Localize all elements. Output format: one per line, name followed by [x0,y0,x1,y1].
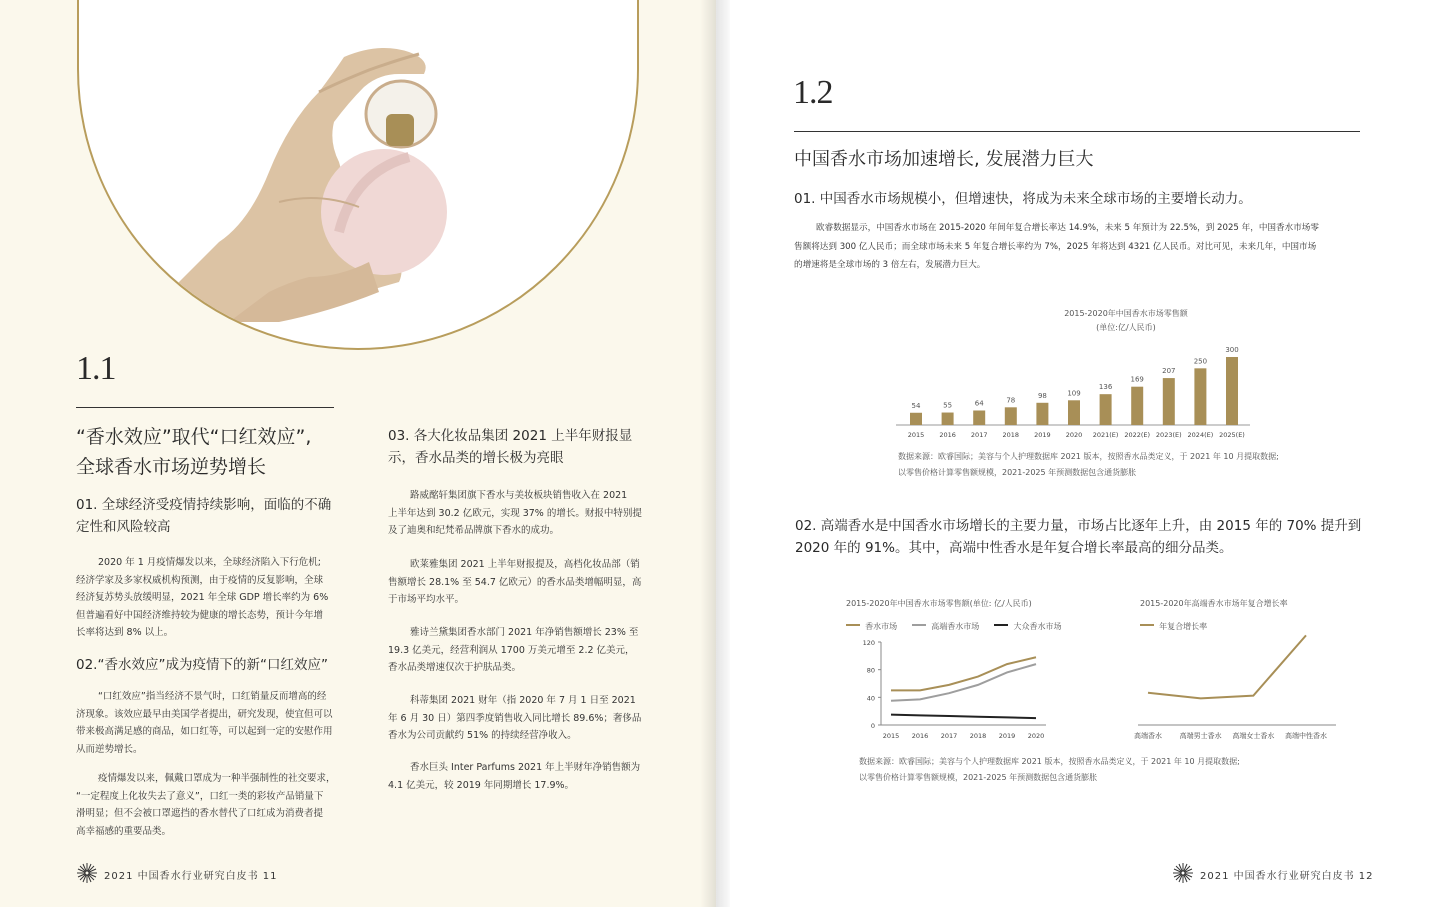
bar-value-label: 169 [1130,375,1144,384]
bar-value-label: 109 [1067,389,1081,398]
section-number: 1.1 [76,350,116,387]
paragraph [388,556,644,609]
note-line: 数据来源：欧睿国际；美容与个人护理数据库 2021 版本，按照香水品类定义，于 2021 年 10 月提取数据; [898,452,1279,461]
text-line: 4.1 亿美元，较 2019 年同期增长 17.9%。 [388,779,575,791]
text-line: 高幸福感的重要品类。 [76,825,172,837]
paragraph [388,487,644,540]
bar-value-label: 64 [974,399,984,408]
text-line: 路威酩轩集团旗下香水与美妆板块销售收入在 2021 [410,490,628,501]
x-tick-label: 2018 [1002,431,1020,439]
x-tick-label: 2017 [940,732,958,740]
paragraph [388,624,644,677]
text-line: 经济学家及多家权威机构预测，由于疫情的反复影响，全球 [76,574,324,586]
text-line: 欧莱雅集团 2021 上半年财报提及，高档化妆品部（销 [410,559,640,570]
subheading-line: 02. 高端香水是中国香水市场增长的主要力量，市场占比逐年上升，由 2015 年的 70% 提升到 [795,518,1362,534]
bar [1036,403,1048,425]
section-number: 1.2 [793,74,833,111]
text-line: “一定程度上化妆失去了意义”，口红一类的彩妆产品销量下 [76,790,324,802]
bar-value-label: 55 [943,401,953,410]
text-line: 从而逆势增长。 [76,743,143,755]
y-tick-label: 120 [862,639,875,647]
paragraph [388,759,644,794]
note-line: 以零售价格计算零售额规模，2021-2025 年预测数据包含通货膨胀 [859,773,1098,782]
paragraph [76,688,336,758]
y-tick-label: 80 [866,666,875,675]
page-footer: 2021 中国香水行业研究白皮书 12 [1200,871,1374,882]
text-line: 滑明显；但不会被口罩遮挡的香水替代了口红成为消费者提 [76,808,324,819]
illustration-arch [77,0,639,350]
x-tick-label: 2019 [998,732,1016,740]
note-line: 数据来源：欧睿国际；美容与个人护理数据库 2021 版本，按照香水品类定义，于 2021 年 10 月提取数据; [859,757,1240,766]
bar [973,410,985,425]
x-tick-label: 2015 [882,732,900,740]
bar [1131,387,1143,425]
legend-swatch [846,624,860,626]
text-line: 年 6 月 30 日）第四季度销售收入同比增长 89.6%；奢侈品 [388,712,642,724]
bar-value-label: 300 [1225,346,1239,354]
page-fold-shadow [700,0,730,907]
bar-chart-subtitle: (单位:亿/人民币) [1096,323,1156,332]
subheading-line: 示，香水品类的增长极为亮眼 [388,450,564,466]
paragraph [76,554,336,642]
bar [1005,407,1017,425]
text-line: 19.3 亿美元，经营利润从 1700 万美元增至 2.2 亿美元， [388,644,635,656]
series-line [1148,635,1306,698]
text-line: 带来极高满足感的商品，如口红等，可以起到一定的安慰作用 [76,726,333,737]
text-line: 科蒂集团 2021 财年（指 2020 年 7 月 1 日至 2021 [410,695,636,706]
legend-swatch [1140,624,1154,626]
section-title [76,422,346,482]
legend-label: 大众香水市场 [1013,622,1062,631]
series-line [891,657,1036,690]
legend-label: 高端香水市场 [931,622,980,631]
data-source-note [859,754,1240,786]
bar [1100,394,1112,425]
bar-chart [896,335,1266,445]
series-line [891,715,1036,718]
bar-value-label: 136 [1098,383,1113,392]
text-line: 疫情爆发以来，佩戴口罩成为一种半强制性的社交要求， [98,773,336,784]
bar-chart-title: 2015-2020年中国香水市场零售额 [1064,309,1188,318]
section-rule [76,407,334,408]
bar-value-label: 78 [1006,396,1016,405]
bar [942,413,954,425]
growth-chart-title: 2015-2020年高端香水市场年复合增长率 [1140,599,1288,608]
x-tick-label: 2020 [1027,732,1045,740]
text-line: 售额增长 28.1% 至 54.7 亿欧元）的香水品类增幅明显，高 [388,576,642,588]
x-tick-label: 2021(E) [1092,431,1119,439]
text-line: 于市场平均水平。 [388,594,465,605]
bar-value-label: 54 [911,401,921,410]
title-line: “香水效应”取代“口红效应”, [76,426,312,448]
text-line: 香水巨头 Inter Parfums 2021 年上半财年净销售额为 [410,762,641,773]
x-tick-label: 高端男士香水 [1179,732,1222,740]
subheading-01: 01. 中国香水市场规模小，但增速快，将成为未来全球市场的主要增长动力。 [794,191,1252,207]
text-line: 2020 年 1 月疫情爆发以来，全球经济陷入下行危机; [98,557,321,568]
data-source-note [898,449,1279,481]
text-line: 及了迪奥和纪梵希品牌旗下香水的成功。 [388,525,560,536]
bar-value-label: 98 [1037,391,1047,400]
x-tick-label: 2020 [1065,431,1083,439]
bar-value-label: 250 [1193,357,1208,366]
line-chart-growth [1116,628,1341,744]
bar [1194,368,1206,425]
legend-label: 香水市场 [865,622,898,631]
text-line: 欧睿数据显示，中国香水市场在 2015-2020 年间年复合增长率达 14.9%，未来 5 年预计为 22.5%，到 2025 年，中国香水市场零 [816,223,1319,233]
legend-label: 年复合增长率 [1159,622,1208,631]
text-line: “口红效应”指当经济不景气时，口红销量反而增高的经 [98,691,327,702]
x-tick-label: 2016 [911,732,929,740]
legend-swatch [994,624,1008,626]
subheading-02 [795,515,1385,559]
left-page [0,0,716,907]
x-tick-label: 高端中性香水 [1285,732,1327,740]
subheading-02: 02.“香水效应”成为疫情下的新“口红效应” [76,657,328,673]
right-page [716,0,1436,907]
text-line: 上半年达到 30.2 亿欧元，实现 37% 的增长。财报中特别提 [388,507,642,519]
bar [1163,378,1175,425]
x-tick-label: 2022(E) [1124,431,1151,439]
note-line: 以零售价格计算零售额规模，2021-2025 年预测数据包含通货膨胀 [898,468,1137,477]
text-line: 雅诗兰黛集团香水部门 2021 年净销售额增长 23% 至 [410,627,639,638]
x-tick-label: 2023(E) [1155,431,1182,439]
text-line: 香水品类增速仅次于护肤品类。 [388,662,522,673]
paragraph [794,219,1364,275]
hand-perfume-illustration [79,0,639,350]
bar-value-label: 207 [1162,367,1176,376]
subheading-line: 定性和风险较高 [76,519,171,535]
subheading-line: 01. 全球经济受疫情持续影响，面临的不确 [76,497,332,513]
paragraph [388,692,644,745]
text-line: 的增速将是全球市场的 3 倍左右，发展潜力巨大。 [794,260,986,270]
y-tick-label: 0 [870,722,875,730]
text-line: 济现象。该效应最早由美国学者提出，研究发现，使宜但可以 [76,708,333,720]
title-line: 全球香水市场逆势增长 [76,456,267,478]
bar [1068,400,1080,425]
x-tick-label: 高端香水 [1134,732,1162,740]
y-tick-label: 40 [866,694,875,703]
sunburst-logo-icon [1172,862,1194,884]
subheading-03 [388,425,648,469]
subheading-line: 03. 各大化妆品集团 2021 上半年财报显 [388,428,633,444]
text-line: 香水为公司贡献约 51% 的持续经营净收入。 [388,730,577,741]
x-tick-label: 2025(E) [1219,431,1245,439]
paragraph [76,770,336,840]
subheading-line: 2020 年的 91%。其中，高端中性香水是年复合增长率最高的细分品类。 [795,540,1233,556]
x-tick-label: 2016 [939,431,956,439]
text-line: 经济复苏势头放缓明显，2021 年全球 GDP 增长率约为 6% [76,592,329,603]
x-tick-label: 高端女士香水 [1232,732,1275,740]
page-footer: 2021 中国香水行业研究白皮书 11 [104,871,278,882]
sunburst-logo-icon [76,862,98,884]
x-tick-label: 2024(E) [1187,431,1214,439]
x-tick-label: 2015 [907,431,925,439]
subheading-01 [76,494,346,538]
line-chart-retail [851,632,1051,744]
bar [910,413,922,425]
x-tick-label: 2019 [1034,431,1051,439]
section-title: 中国香水市场加速增长, 发展潜力巨大 [794,149,1094,170]
text-line: 售额将达到 300 亿人民币；而全球市场未来 5 年复合增长率约为 7%，2025 年将达到 4321 亿人民币。对比可见，未来几年，中国市场 [794,241,1317,252]
text-line: 但普遍看好中国经济维持较为健康的增长态势，预计今年增 [76,609,324,621]
legend-swatch [912,624,926,626]
line-chart-title: 2015-2020年中国香水市场零售额(单位: 亿/人民币) [846,599,1032,608]
text-line: 长率将达到 8% 以上。 [76,627,174,638]
section-rule [794,131,1360,132]
x-tick-label: 2018 [969,732,987,740]
series-line [891,664,1036,701]
line-chart-legend [846,614,1061,633]
bar [1226,357,1238,425]
x-tick-label: 2017 [970,431,988,439]
